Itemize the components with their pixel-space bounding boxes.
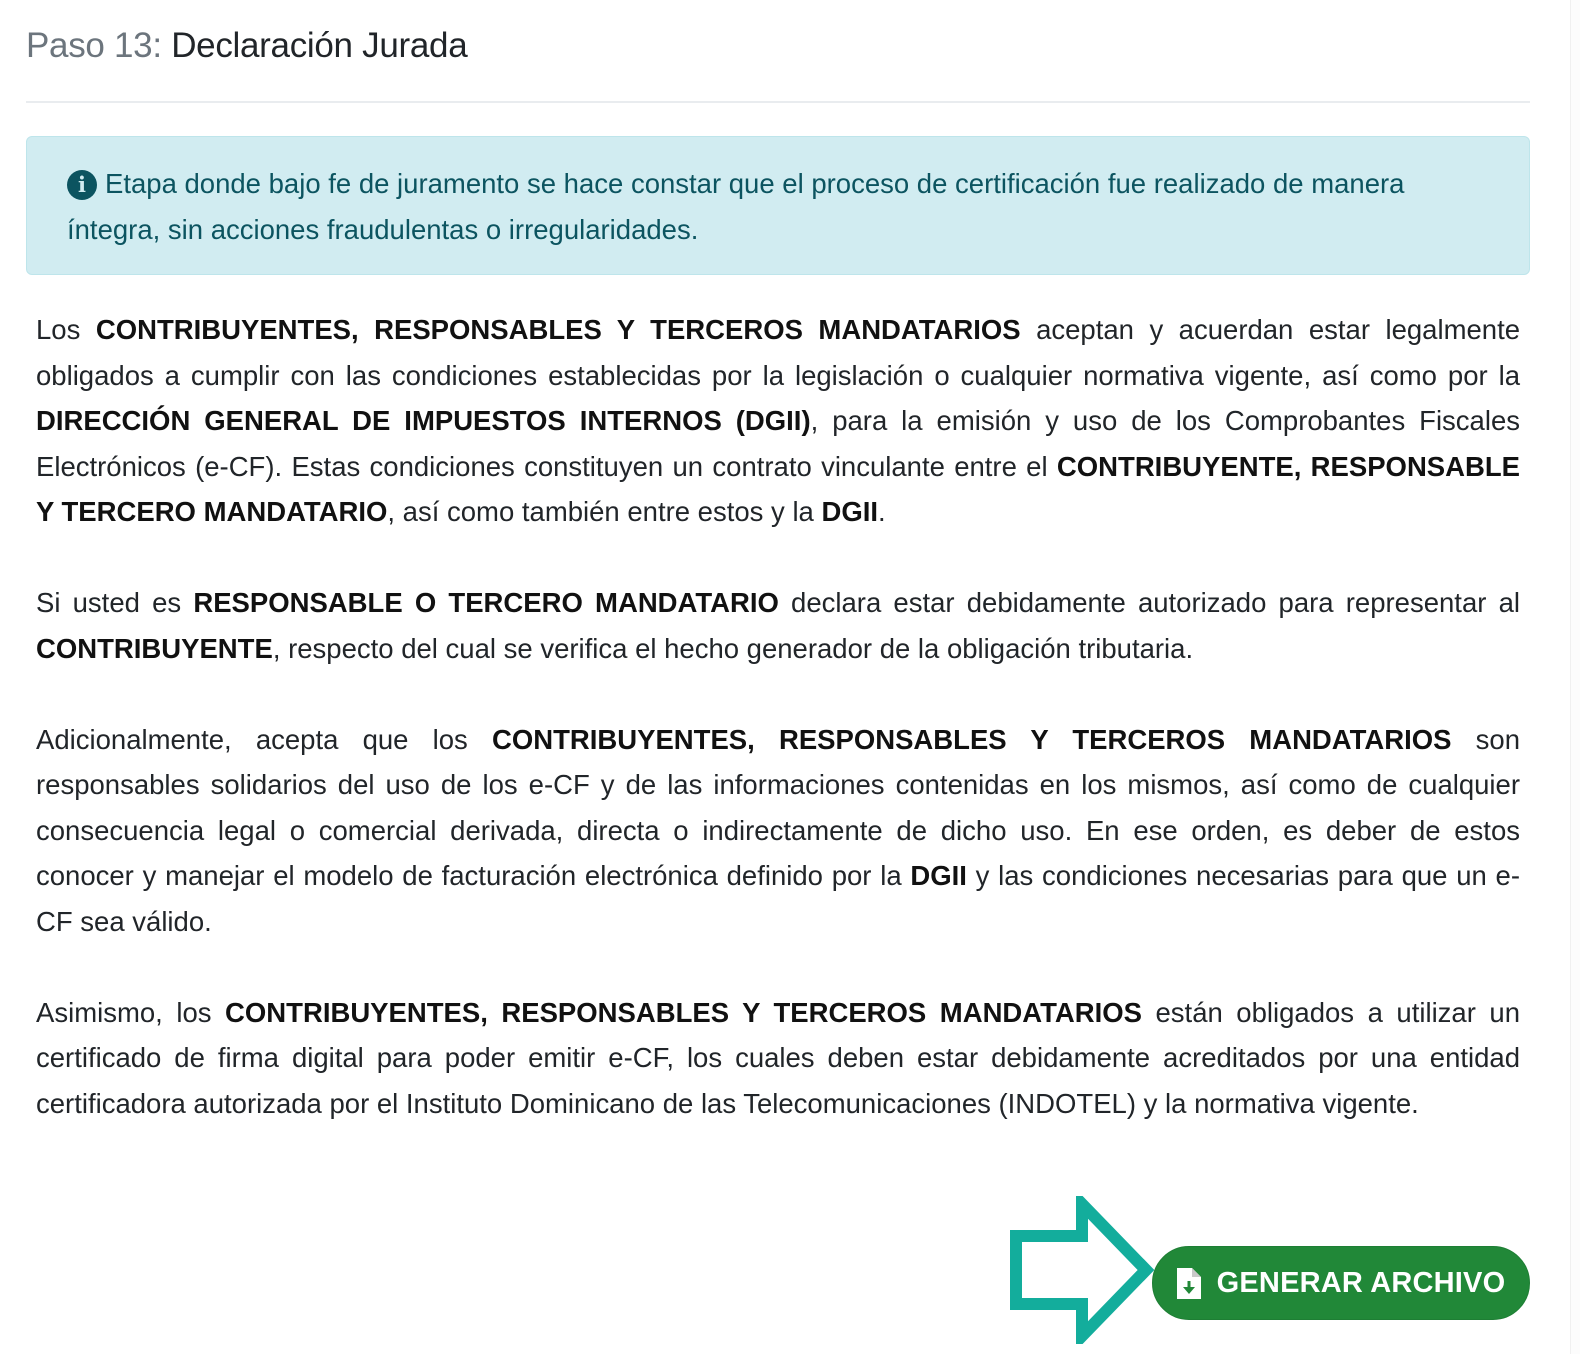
text-segment: aceptan y acuerdan estar legalmente obligados a cumplir con las condiciones establecidas por la legislación o cualquier normativa vigente, así como por la [36,314,1521,391]
text-segment: Adicionalmente, acepta que los [36,723,492,755]
page-right-edge [1570,0,1580,1354]
text-segment: son responsables solidarios del uso de los e-CF y de las informaciones contenidas en los mismos, así como de cualquier consecuencia legal o comercial derivada, directa o indirectamente de dicho uso. En ese orden, es deber de estos conocer y manejar el modelo de facturación electrónica definido por la [36,723,1520,891]
generate-file-label: GENERAR ARCHIVO [1216,1266,1506,1299]
text-segment: , respecto del cual se verifica el hecho generador de la obligación tributaria. [272,632,1194,664]
bold-segment: RESPONSABLE O TERCERO MANDATARIO [193,587,779,618]
info-alert-text: Etapa donde bajo fe de juramento se hace constar que el proceso de certificación fue realizado de manera íntegra, sin acciones fraudulentas o irregularidades. [67,168,1405,245]
step-label: Paso 13: [26,26,162,65]
bold-segment: CONTRIBUYENTE [36,632,273,664]
arrow-right-outline-icon [1008,1196,1154,1344]
declaration-paragraph-3 [36,717,1520,945]
text-segment: están obligados a utilizar un certificado de firma digital para poder emitir e-CF, los cuales deben estar debidamente acreditados por una entidad certificadora autorizada por el Instituto Dominicano de las Telecomunicaciones (INDOTEL) y la normativa vigente. [36,996,1521,1119]
bold-segment: CONTRIBUYENTES, RESPONSABLES Y TERCEROS MANDATARIOS [491,723,1452,755]
bold-segment: DIRECCIÓN GENERAL DE IMPUESTOS INTERNOS (DGII) [36,405,811,436]
text-segment: declara estar debidamente autorizado para representar al [778,587,1520,618]
bold-segment: CONTRIBUYENTE, RESPONSABLE Y TERCERO MANDATARIO [36,450,1521,527]
text-segment: Si usted es [36,587,194,618]
declaration-content [36,307,1520,1172]
bold-segment: DGII [821,496,879,527]
text-segment: , así como también entre estos y la [387,496,822,527]
declaration-paragraph-4 [36,990,1520,1127]
info-alert [26,136,1530,275]
generate-file-button[interactable] [1152,1246,1530,1320]
text-segment: . [878,496,886,527]
bold-segment: CONTRIBUYENTES, RESPONSABLES Y TERCEROS MANDATARIOS [225,996,1142,1028]
bold-segment: CONTRIBUYENTES, RESPONSABLES Y TERCEROS MANDATARIOS [95,314,1021,345]
text-segment: , para la emisión y uso de los Comprobantes Fiscales Electrónicos (e-CF). Estas condiciones constituyen un contrato vinculante entre el [36,405,1521,482]
declaration-paragraph-2 [36,580,1520,671]
file-download-icon [1177,1268,1201,1299]
text-segment: Asimismo, los [36,996,226,1028]
text-segment: y las condiciones necesarias para que un e-CF sea válido. [36,860,1521,937]
step-title: Declaración Jurada [171,26,468,65]
bold-segment: DGII [910,860,967,891]
info-circle-icon: i [67,170,97,200]
title-divider [26,101,1530,103]
declaration-paragraph-1 [36,307,1520,535]
page-title [26,22,467,70]
text-segment: Los [36,314,96,345]
